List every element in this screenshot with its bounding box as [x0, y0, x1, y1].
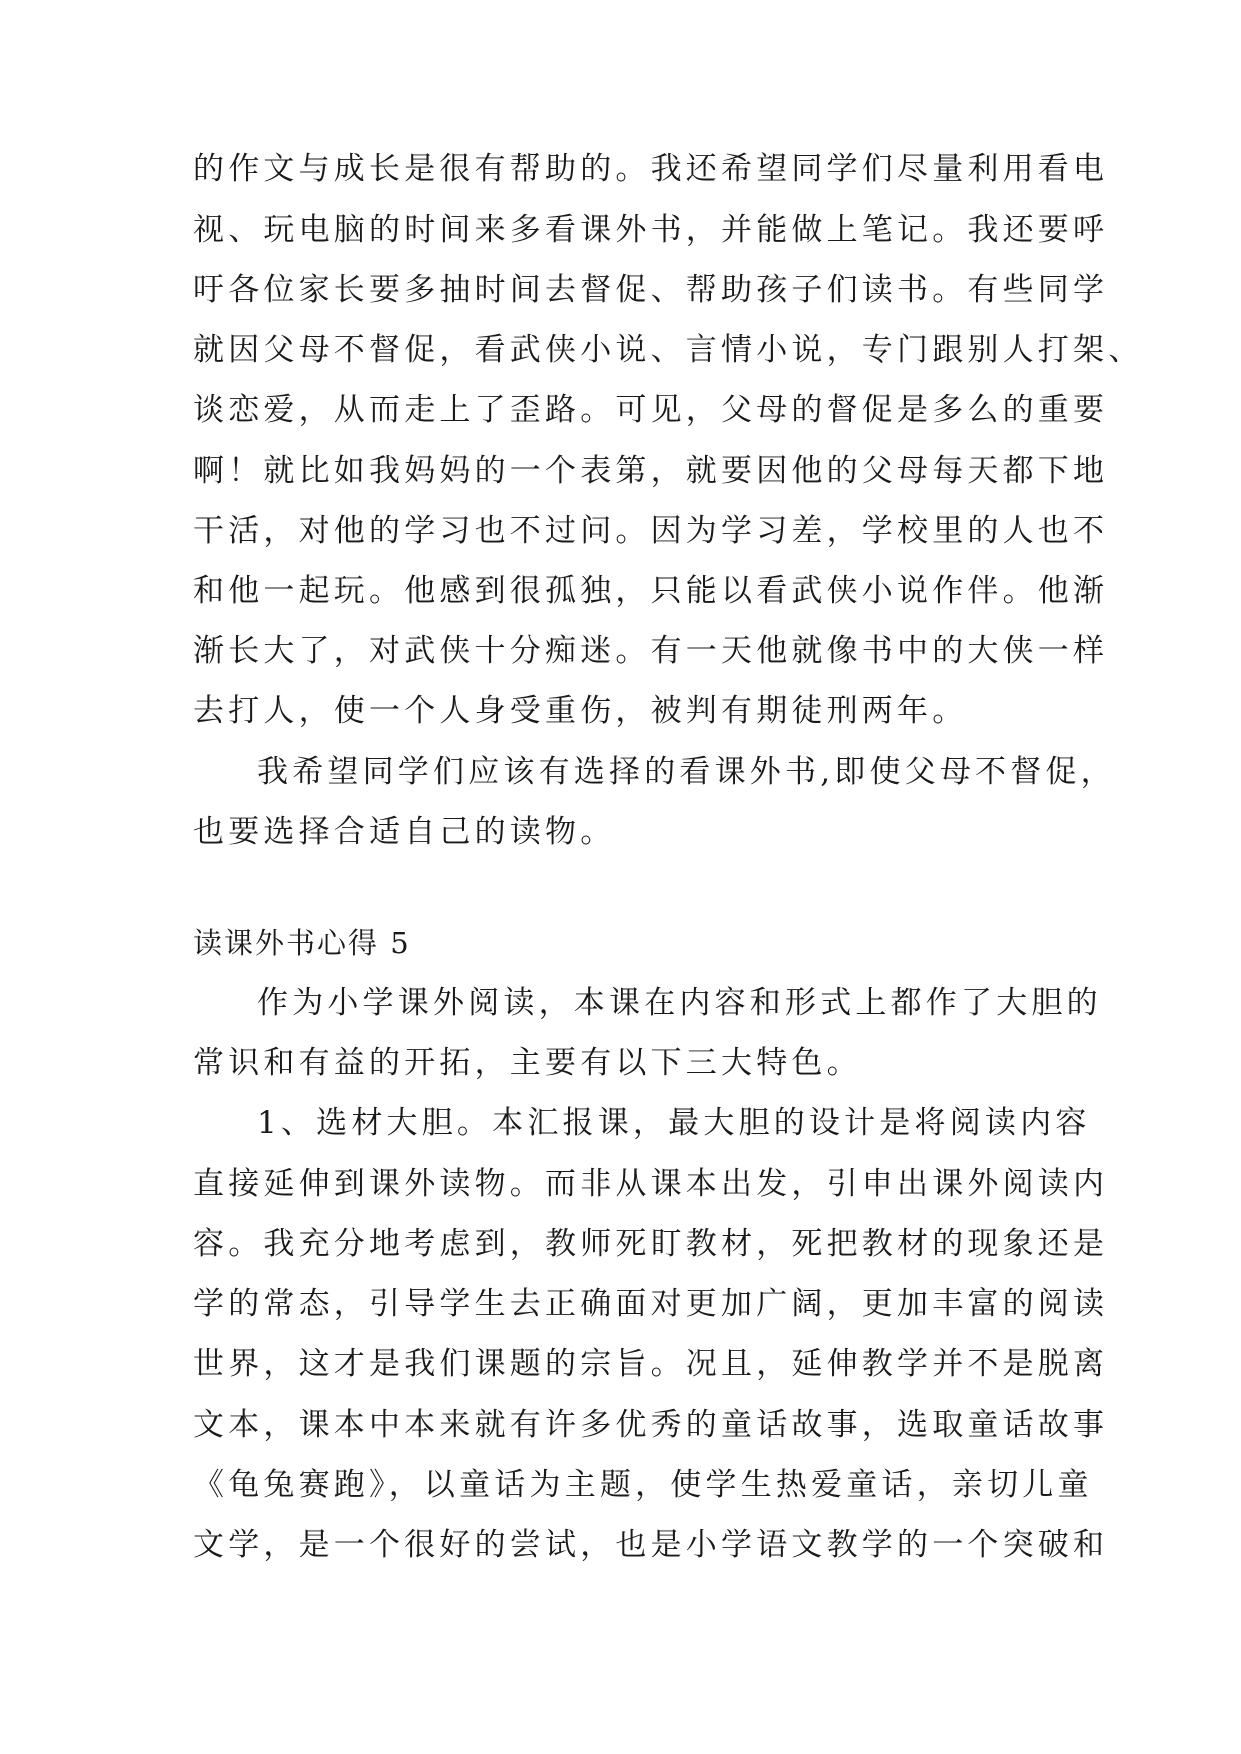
paragraph-1-line-5: 谈恋爱，从而走上了歪路。可见，父母的督促是多么的重要	[193, 392, 1109, 428]
paragraph-4-line-5: 世界，这才是我们课题的宗旨。况且，延伸教学并不是脱离	[193, 1346, 1109, 1382]
paragraph-1-line-1: 的作文与成长是很有帮助的。我还希望同学们尽量利用看电	[193, 151, 1109, 187]
paragraph-1-line-4: 就因父母不督促，看武侠小说、言情小说，专门跟别人打架、	[193, 332, 1144, 368]
paragraph-4-line-3: 容。我充分地考虑到，教师死盯教材，死把教材的现象还是	[193, 1226, 1109, 1262]
paragraph-3-line-2: 常识和有益的开拓，主要有以下三大特色。	[193, 1045, 862, 1081]
paragraph-1-line-7: 干活，对他的学习也不过问。因为学习差，学校里的人也不	[193, 513, 1109, 549]
section-heading: 读课外书心得 5	[193, 926, 411, 960]
paragraph-1-line-2: 视、玩电脑的时间来多看课外书，并能做上笔记。我还要呼	[193, 212, 1109, 248]
paragraph-1-line-9: 渐长大了，对武侠十分痴迷。有一天他就像书中的大侠一样	[193, 633, 1109, 669]
paragraph-2-line-2: 也要选择合适自己的读物。	[193, 814, 616, 850]
paragraph-4-line-8: 文学，是一个很好的尝试，也是小学语文教学的一个突破和	[193, 1527, 1109, 1563]
paragraph-4-line-4: 学的常态，引导学生去正确面对更加广阔，更加丰富的阅读	[193, 1286, 1109, 1322]
paragraph-4-line-2: 直接延伸到课外读物。而非从课本出发，引申出课外阅读内	[193, 1166, 1109, 1202]
paragraph-1-line-6: 啊！就比如我妈妈的一个表第，就要因他的父母每天都下地	[193, 453, 1109, 489]
paragraph-1-line-10: 去打人，使一个人身受重伤，被判有期徒刑两年。	[193, 693, 968, 729]
paragraph-4-line-7: 《龟兔赛跑》，以童话为主题，使学生热爱童话，亲切儿童	[193, 1467, 1093, 1503]
paragraph-4-line-6: 文本，课本中本来就有许多优秀的童话故事，选取童话故事	[193, 1407, 1109, 1443]
paragraph-3-line-1: 作为小学课外阅读，本课在内容和形式上都作了大胆的	[257, 985, 1102, 1021]
paragraph-1-line-3: 吁各位家长要多抽时间去督促、帮助孩子们读书。有些同学	[193, 272, 1109, 308]
paragraph-1-line-8: 和他一起玩。他感到很孤独，只能以看武侠小说作伴。他渐	[193, 573, 1109, 609]
paragraph-2-line-1: 我希望同学们应该有选择的看课外书,即使父母不督促，	[257, 754, 1116, 790]
paragraph-4-line-1: 1、选材大胆。本汇报课，最大胆的设计是将阅读内容	[257, 1105, 1091, 1141]
